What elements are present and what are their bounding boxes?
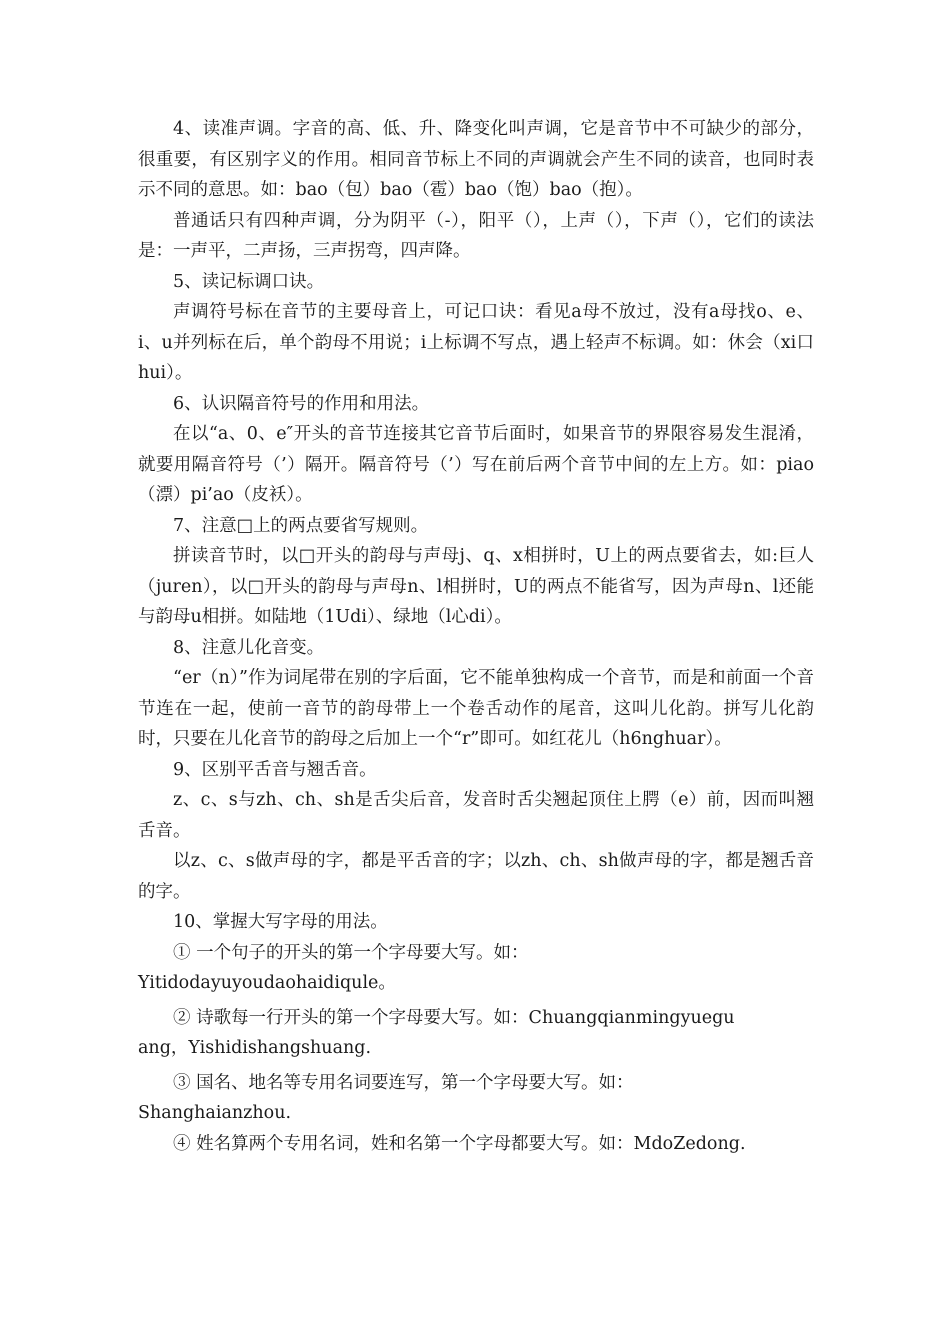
rule-sentence-start: ① 一个句子的开头的第一个字母要大写。如： <box>173 942 529 963</box>
rule-personal-names: ④ 姓名算两个专用名词，姓和名第一个字母都要大写。如：MdoZedong. <box>173 1133 746 1154</box>
paragraph-four-tones: 普通话只有四种声调，分为阴平（-），阳平（），上声（），下声（），它们的读法是：一声平，二声扬，三声拐弯，四声降。 <box>138 210 814 261</box>
heading-umlaut-rule: 7、注意□上的两点要省写规则。 <box>173 515 429 536</box>
heading-separator-mark: 6、认识隔音符号的作用和用法。 <box>173 393 430 414</box>
heading-capitalization: 10、掌握大写字母的用法。 <box>173 912 388 932</box>
rule-proper-nouns: ③ 国名、地名等专用名词要连写，第一个字母要大写。如： <box>173 1072 634 1093</box>
paragraph-umlaut-rule: 拼读音节时，以□开头的韵母与声母j、q、x相拼时，U上的两点要省去，如:巨人（juren），以□开头的韵母与声母n、l相拼时，U的两点不能省写，因为声母n、l还能与韵母u相拼。如陆地（1Udi）、绿地（l心di）。 <box>138 546 814 627</box>
paragraph-tone-marks: 声调符号标在音节的主要母音上，可记口诀：看见a母不放过，没有a母找o、e、i、u并列标在后，单个韵母不用说；i上标调不写点，遇上轻声不标调。如：休会（xi口hui）。 <box>138 302 814 383</box>
example-poem-lines: ang，Yishidishangshuang. <box>138 1038 372 1058</box>
example-sentence-start: Yitidodayuyoudaohaidiqule。 <box>138 973 396 993</box>
paragraph-separator-mark: 在以“a、0、e″开头的音节连接其它音节后面时，如果音节的界限容易发生混淆，就要用隔音符号（’）隔开。隔音符号（’）写在前后两个音节中间的左上方。如：piao（漂）pi’ao（皮袄）。 <box>138 424 814 505</box>
rule-poem-lines: ② 诗歌每一行开头的第一个字母要大写。如：Chuangqianmingyuegu <box>173 1007 735 1028</box>
document-body <box>138 114 814 1159</box>
paragraph-erhua: “er（n）”作为词尾带在别的字后面，它不能单独构成一个音节，而是和前面一个音节连在一起，使前一音节的韵母带上一个卷舌动作的尾音，这叫儿化韵。拼写儿化韵时，只要在儿化音节的韵母之后加上一个“r”即可。如红花儿（h6nghuar）。 <box>138 668 814 749</box>
heading-tone-rhyme: 5、读记标调口诀。 <box>173 271 325 292</box>
paragraph-tones: 4、读准声调。字音的高、低、升、降变化叫声调，它是音节中不可缺少的部分，很重要，有区别字义的作用。相同音节标上不同的声调就会产生不同的读音，也同时表示不同的意思。如：bao（包）bao（雹）bao（饱）bao（抱）。 <box>138 119 814 200</box>
heading-erhua: 8、注意儿化音变。 <box>173 637 325 658</box>
heading-flat-retroflex: 9、区别平舌音与翘舌音。 <box>173 759 377 780</box>
example-proper-nouns: Shanghaianzhou. <box>138 1103 292 1123</box>
paragraph-retroflex: z、c、s与zh、ch、sh是舌尖后音，发音时舌尖翘起顶住上腭（e）前，因而叫翘舌音。 <box>138 790 814 841</box>
paragraph-flat-vs-retroflex: 以z、c、s做声母的字，都是平舌音的字；以zh、ch、sh做声母的字，都是翘舌音的字。 <box>138 851 814 902</box>
